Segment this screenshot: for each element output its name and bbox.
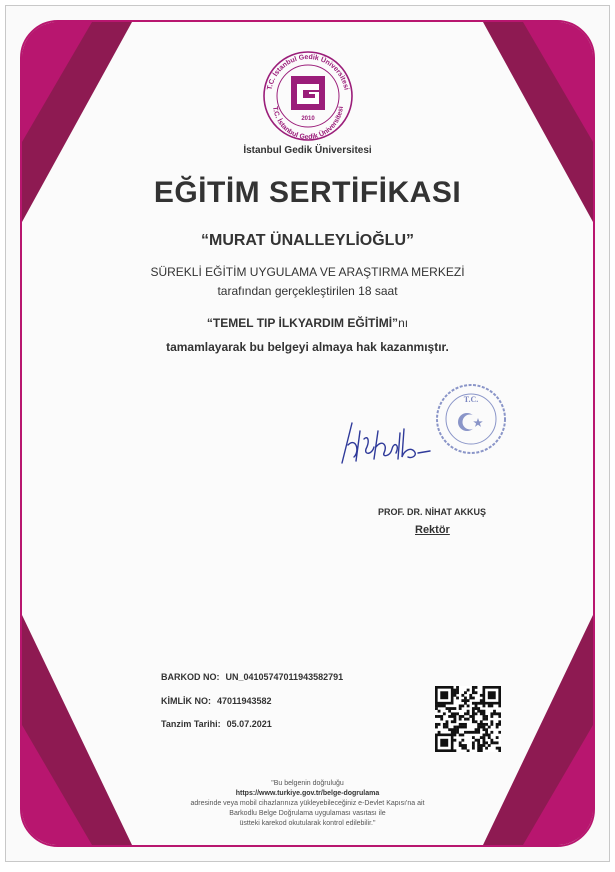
hours-text: tarafından gerçekleştirilen 18 saat bbox=[217, 284, 398, 298]
svg-text:T.C. İstanbul Gedik Üniversite: T.C. İstanbul Gedik Üniversitesi bbox=[271, 105, 345, 142]
official-seal-icon bbox=[434, 382, 508, 456]
verification-url: https://www.turkiye.gov.tr/belge-dogrulama bbox=[235, 790, 380, 797]
signature-icon bbox=[334, 411, 444, 471]
certificate-page bbox=[5, 5, 610, 862]
barcode-value: UN_04105747011943582791 bbox=[225, 672, 344, 682]
svg-text:T.C.: T.C. bbox=[463, 395, 479, 404]
verification-line-5: üstteki karekod okutularak kontrol edilebilir." bbox=[239, 820, 376, 827]
svg-text:T.C. İstanbul Gedik Üniversite: T.C. İstanbul Gedik Üniversitesi bbox=[266, 53, 350, 91]
recipient-name: “MURAT ÜNALLEYLİOĞLU” bbox=[200, 232, 414, 249]
course-name: “TEMEL TIP İLKYARDIM EĞİTİMİ” bbox=[206, 316, 399, 330]
date-label: Tanzim Tarihi: bbox=[161, 719, 221, 729]
verification-line-4: Barkodlu Belge Doğrulama uygulaması vasıtası ile bbox=[229, 810, 386, 817]
id-row bbox=[161, 696, 272, 706]
signer-role: Rektör bbox=[415, 524, 450, 536]
corner-decoration-bottom-left bbox=[22, 605, 142, 845]
university-name: İstanbul Gedik Üniversitesi bbox=[243, 145, 372, 156]
svg-text:2010: 2010 bbox=[301, 116, 315, 122]
signer-name: PROF. DR. NİHAT AKKUŞ bbox=[378, 507, 486, 517]
verification-line-1: "Bu belgenin doğruluğu bbox=[271, 780, 344, 787]
certificate-title: EĞİTİM SERTİFİKASI bbox=[153, 176, 462, 209]
completion-text: tamamlayarak bu belgeyi almaya hak kazanmıştır. bbox=[166, 340, 449, 354]
university-logo-icon bbox=[253, 46, 363, 146]
date-row bbox=[161, 719, 272, 729]
id-label: KİMLİK NO: bbox=[161, 696, 211, 706]
course-line bbox=[6, 316, 609, 330]
verification-line-3: adresinde veya mobil cihazlarınıza yükleyebileceğiniz e-Devlet Kapısı'na ait bbox=[190, 800, 425, 807]
barcode-label: BARKOD NO: bbox=[161, 672, 220, 682]
id-value: 47011943582 bbox=[217, 696, 272, 706]
center-name: SÜREKLİ EĞİTİM UYGULAMA VE ARAŞTIRMA MERKEZİ bbox=[150, 265, 465, 279]
course-suffix: nı bbox=[398, 316, 409, 330]
date-value: 05.07.2021 bbox=[226, 719, 272, 729]
barcode-row bbox=[161, 672, 343, 682]
qr-code-icon bbox=[435, 686, 501, 752]
verification-note bbox=[126, 779, 489, 829]
